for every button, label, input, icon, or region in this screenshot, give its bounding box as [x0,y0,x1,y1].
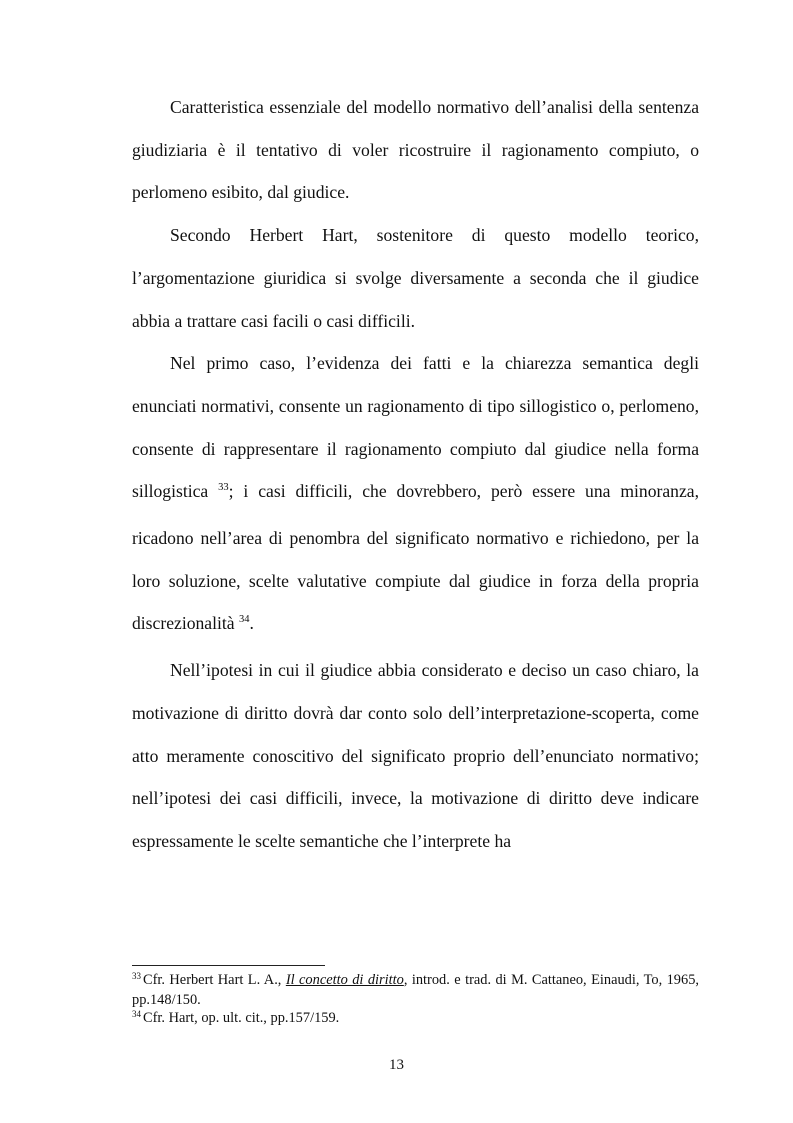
paragraph-3-text-b: ; i casi difficili, che dovrebbero, però essere una minoranza, ricadono nell’area di penombra del significato normativo e richiedono, per la loro soluzione, scelte valutative compiute dal giudice in forza della propria discrezionalità [132,481,699,634]
paragraph-4: Nell’ipotesi in cui il giudice abbia considerato e deciso un caso chiaro, la motivazione di diritto dovrà dar conto solo dell’interpretazione-scoperta, come atto meramente conoscitivo del significato proprio dell’enunciato normativo; nell’ipotesi dei casi difficili, invece, la motivazione di diritto deve indicare espressamente le scelte semantiche che l’interprete ha [132,660,699,851]
footnote-33-text-b: , introd. e trad. di M. Cattaneo, Einaudi, To, 1965, pp.148/150. [132,972,699,1008]
footnote-34 [132,1009,699,1029]
footnote-number-33: 33 [132,971,141,981]
footnote-ref-33[interactable]: 33 [218,482,229,494]
footnote-number-34: 34 [132,1009,141,1019]
page-number: 13 [389,1057,404,1073]
footnote-ref-34[interactable]: 34 [238,614,250,626]
footnote-33-text-a: Cfr. Herbert Hart L. A., [143,972,286,988]
paragraph-3-text-a: Nel primo caso, l’evidenza dei fatti e la chiarezza semantica degli enunciati normativi, consente un ragionamento di tipo sillogistico o, perlomeno, consente di rappresentare il ragionamento compiuto dal giudice nella forma sillogistica [132,353,699,502]
footnotes [132,971,699,1029]
paragraph-3 [132,342,699,649]
body-text [132,86,699,863]
paragraph-3-text-c: . [249,613,254,634]
footnote-separator [132,965,325,966]
footnote-33-book-title: Il concetto di diritto [285,972,404,988]
footnote-33 [132,971,699,1009]
paragraph-2: Secondo Herbert Hart, sostenitore di questo modello teorico, l’argomentazione giuridica si svolge diversamente a seconda che il giudice abbia a trattare casi facili o casi difficili. [132,225,699,331]
footnote-34-text: Cfr. Hart, op. ult. cit., pp.157/159. [143,1010,340,1026]
paragraph-1: Caratteristica essenziale del modello normativo dell’analisi della sentenza giudiziaria è il tentativo di voler ricostruire il ragionamento compiuto, o perlomeno esibito, dal giudice. [132,97,699,203]
